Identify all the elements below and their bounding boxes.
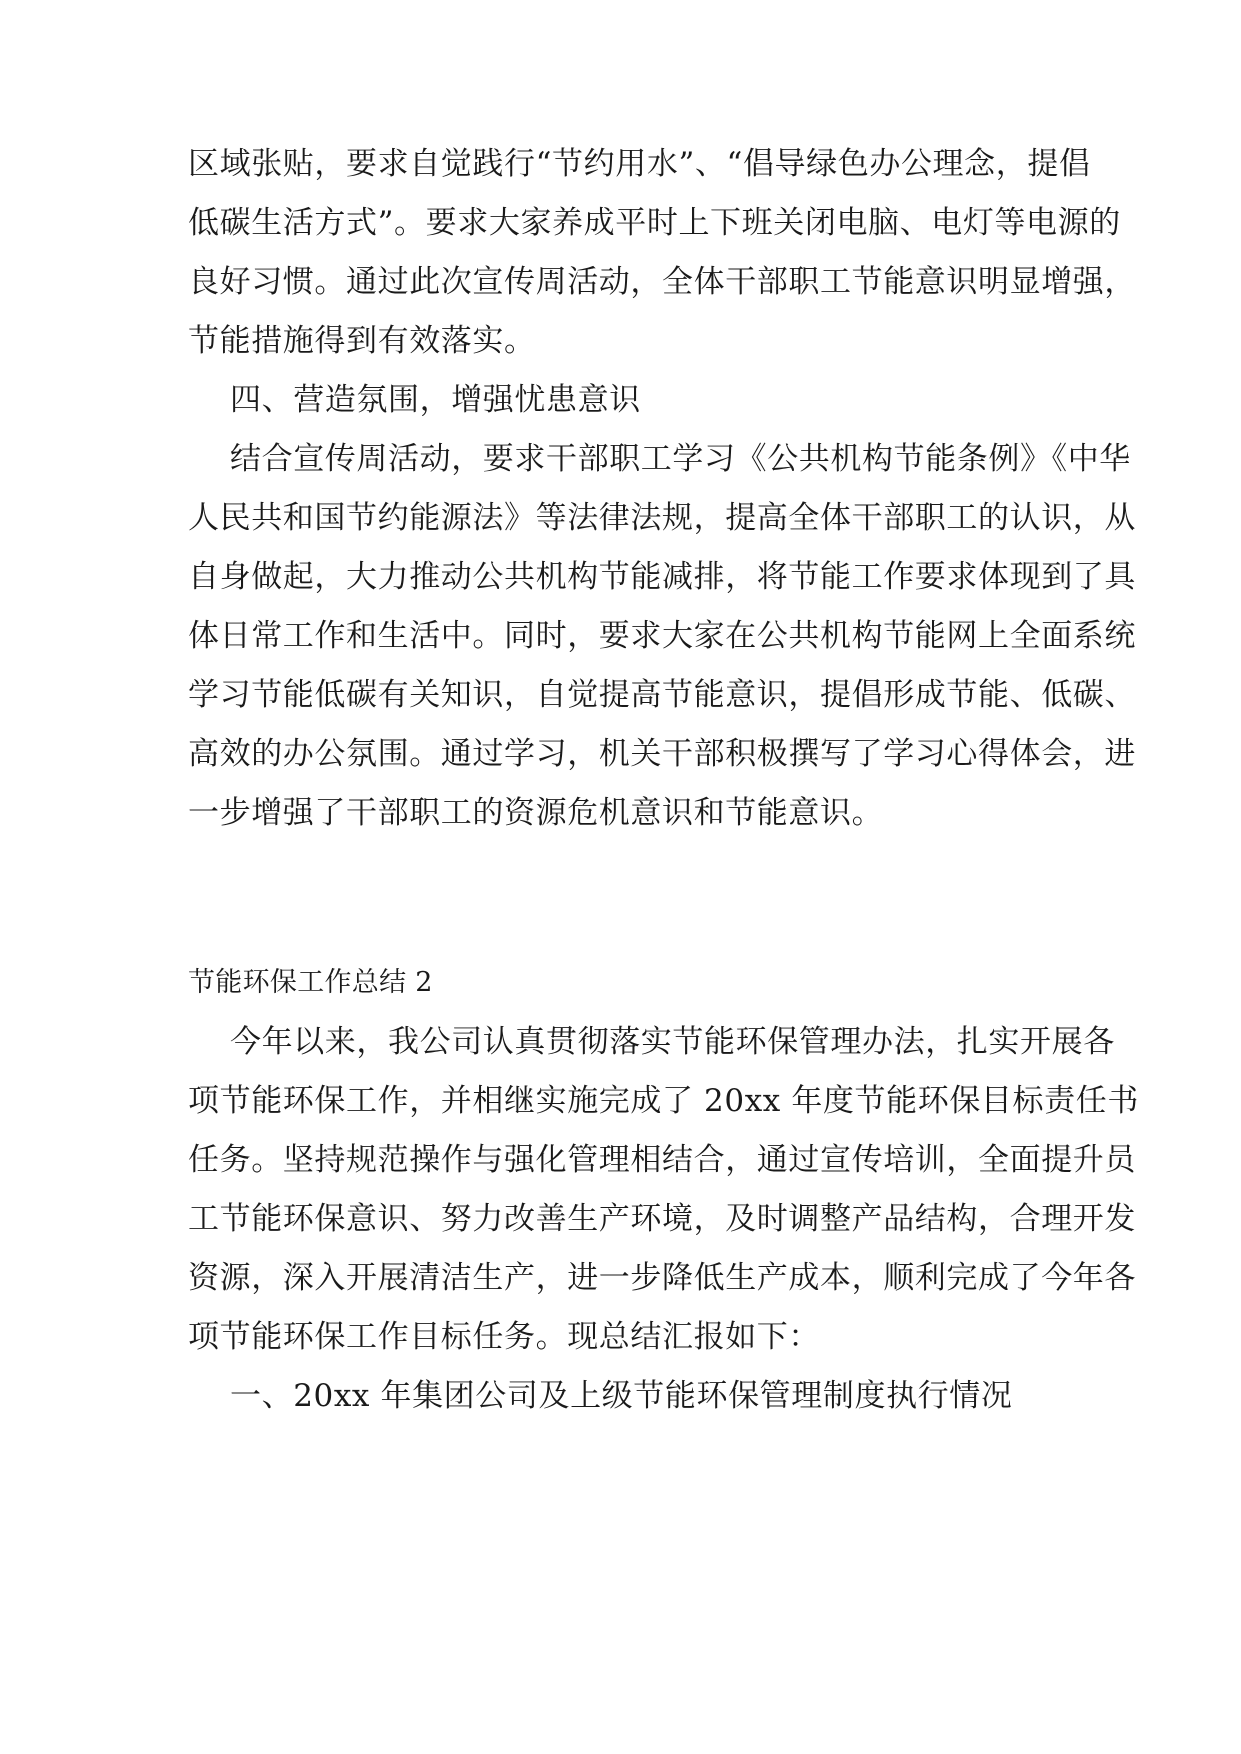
paragraph-line: 学习节能低碳有关知识，自觉提高节能意识，提倡形成节能、低碳、 <box>188 677 1136 713</box>
paragraph-line: 节能措施得到有效落实。 <box>188 323 536 359</box>
paragraph-line: 低碳生活方式”。要求大家养成平时上下班关闭电脑、电灯等电源的 <box>188 205 1121 241</box>
paragraph-line: 项节能环保工作，并相继实施完成了 20xx 年度节能环保目标责任书 <box>188 1083 1139 1119</box>
paragraph-line: 体日常工作和生活中。同时，要求大家在公共机构节能网上全面系统 <box>188 618 1136 654</box>
paragraph-line: 一步增强了干部职工的资源危机意识和节能意识。 <box>188 795 884 831</box>
paragraph-line: 项节能环保工作目标任务。现总结汇报如下： <box>188 1319 820 1355</box>
paragraph-line: 自身做起，大力推动公共机构节能减排，将节能工作要求体现到了具 <box>188 559 1136 595</box>
paragraph-line: 结合宣传周活动，要求干部职工学习《公共机构节能条例》《中华 <box>230 441 1131 477</box>
paragraph-line: 区域张贴，要求自觉践行“节约用水”、“倡导绿色办公理念，提倡 <box>188 146 1091 182</box>
paragraph-line: 今年以来，我公司认真贯彻落实节能环保管理办法，扎实开展各 <box>230 1024 1115 1060</box>
paragraph-line: 任务。坚持规范操作与强化管理相结合，通过宣传培训，全面提升员 <box>188 1142 1136 1178</box>
section-heading: 四、营造氛围，增强忧患意识 <box>230 382 641 418</box>
paragraph-line: 资源，深入开展清洁生产，进一步降低生产成本，顺利完成了今年各 <box>188 1260 1136 1296</box>
paragraph-line: 工节能环保意识、努力改善生产环境，及时调整产品结构，合理开发 <box>188 1201 1136 1237</box>
paragraph-line: 高效的办公氛围。通过学习，机关干部积极撰写了学习心得体会，进 <box>188 736 1136 772</box>
paragraph-line: 良好习惯。通过此次宣传周活动，全体干部职工节能意识明显增强， <box>188 264 1136 300</box>
paragraph-line: 人民共和国节约能源法》等法律法规，提高全体干部职工的认识，从 <box>188 500 1136 536</box>
section-heading: 一、20xx 年集团公司及上级节能环保管理制度执行情况 <box>230 1378 1013 1414</box>
document-title: 节能环保工作总结 2 <box>188 967 433 998</box>
